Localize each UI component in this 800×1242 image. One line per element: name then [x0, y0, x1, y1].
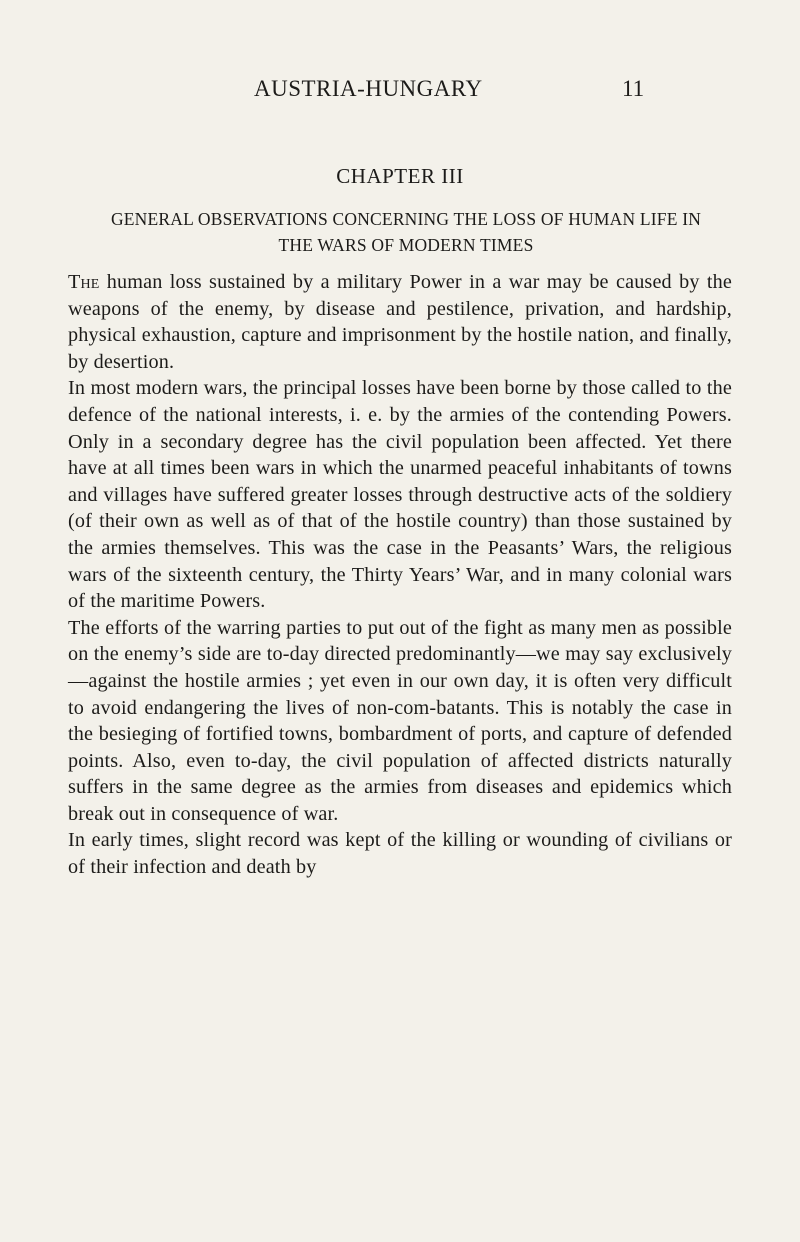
- body-text: [68, 269, 732, 881]
- paragraph-4: In early times, slight record was kept of the killing or wounding of civilians or of their infection and death by: [68, 829, 732, 879]
- page-number: 11: [622, 76, 645, 101]
- running-head-title: AUSTRIA-HUNGARY: [254, 76, 483, 101]
- paragraph-1-lead-word: The: [68, 271, 100, 293]
- paragraph-1: [68, 269, 732, 375]
- paragraph-2: In most modern wars, the principal losses have been borne by those called to the defence of the national interests, i. e. by the armies of the contending Powers. Only in a secondary degree has the civil population been affected. Yet there have at all times been wars in which the unarmed peaceful inhabitants of towns and villages have suffered greater losses through destructive acts of the soldiery (of their own as well as of that of the hostile country) than those sustained by the armies themselves. This was the case in the Peasants’ Wars, the religious wars of the sixteenth century, the Thirty Years’ War, and in many colonial wars of the maritime Powers.: [68, 377, 732, 613]
- paragraph-3: The efforts of the warring parties to put out of the fight as many men as possible on the enemy’s side are to-day directed predominantly—we may say exclusively—against the hostile armies ; yet even in our own day, it is often very difficult to avoid endangering the lives of non-com-batants. This is notably the case in the besieging of fortified towns, bombardment of ports, and capture of defended points. Also, even to-day, the civil population of affected districts naturally suffers in the same degree as the armies from diseases and epidemics which break out in consequence of war.: [68, 616, 732, 825]
- chapter-title: CHAPTER III: [336, 164, 464, 188]
- chapter-subtitle: GENERAL OBSERVATIONS CONCERNING THE LOSS OF HUMAN LIFE IN THE WARS OF MODERN TIMES: [110, 209, 702, 255]
- paragraph-1-text: human loss sustained by a military Power in a war may be caused by the weapons of the enemy, by disease and pestilence, privation, and hardship, physical exhaustion, capture and imprisonment by the hostile nation, and finally, by desertion.: [68, 271, 732, 373]
